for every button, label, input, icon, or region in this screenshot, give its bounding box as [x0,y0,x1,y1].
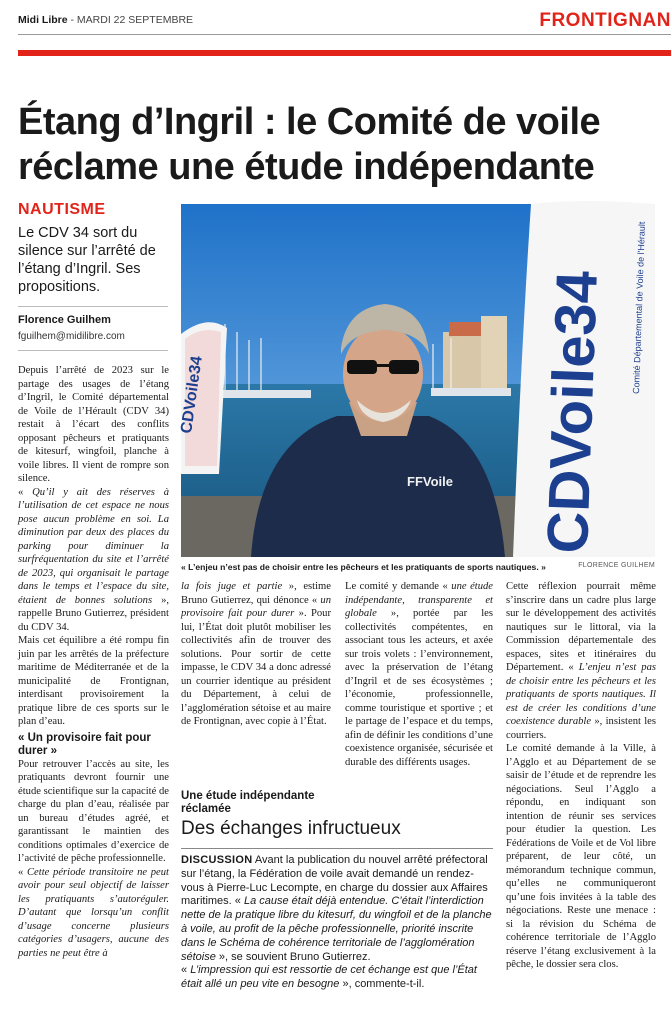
box-lead: DISCUSSION [181,854,253,866]
caption-text: « L’enjeu n’est pas de choisir entre les pêcheurs et les pratiquants de sports nautiques. » [181,562,546,572]
flag-right-text: CDVoile34 [535,269,610,555]
paragraph [506,580,656,742]
kicker: NAUTISME [18,201,106,218]
photo-credit: FLORENCE GUILHEM [578,562,655,569]
shirt-logo: FFVoile [407,474,453,489]
box-rule [181,848,493,849]
quote-attribution: », rappelle Bruno Gutierrez, président du CDV 34. [18,594,170,633]
issue-date: - MARDI 22 SEPTEMBRE [67,14,194,26]
paragraph: Le comité demande à la Ville, à l’Agglo et au Département de se saisir de l’étude et de reprendre les négociations. Seul l’Agglo a répondu, en indiquant son intention de réunir ses services pour étudier la question. Les Fédérations de Voile et de Vol libre préparent, de leur côté, un mémorandum technique commun, qu’elles ne communiqueront qu’une fois invitées à la table des négociations. Reste une menace : si la révision du Schéma de cohérence territoriale de l’Agglo réserve l’étang exclusivement à la pêche, le dossier sera clos. [506,743,656,970]
quote-text: L’enjeu n’est pas de choisir entre les pêcheurs et les pratiquants de sports nautiques. Il est de créer les conditions d’une coexistence durable [506,662,656,727]
text-run: Avant la publication du nouvel arrêté préfectoral sur l’étang, la Fédération de voile avait demandé un rendez-vous à Pierre-Luc Lecompte, en charge du dossier aux Affaires maritimes. « [181,854,488,908]
text-run: », portée par les collectivités compétentes, en associant tous les acteurs, et axée sur trois volets : l’environnement, avec la préservation de l’étang d’Ingril et de ses écosystèmes ; l’économie, professionnelle, comme touristique et sportive ; et le partage de l’espace et du temps, afin de définir les conditions d’une coexistence organisée, sécurisée et durable des différents usages. [345,608,493,768]
photo-caption [181,562,655,572]
column-3 [345,580,493,769]
subhead: Une étude indépendante réclamée [181,790,315,815]
quote-open: « [18,866,27,878]
quote-text: une étude indépendante, transparente et globale [345,581,494,619]
paragraph: Pour retrouver l’accès au site, les pratiquants devront fournir une étude scientifique sur la capacité de charge du plan d’eau, réalisée par un bureau d’études agréé, et garantissant le maintien des conditions optimales d’exercice de l’activité de pêche professionnelle. [18,758,169,864]
quote-text: Cette période transitoire ne peut avoir pour seul objectif de laisser les pratiquants s’autoréguler. D’autant que lorsqu’un conflit d’usage concerne plusieurs catégories d’usagers, aucune des parties ne peut être à [18,866,169,959]
red-rule [18,50,671,56]
standfirst: Le CDV 34 sort du silence sur l’arrêté de l’étang d’Ingril. Ses propositions. [18,225,156,295]
text-run: », estime Bruno Gutierrez, qui dénonce « [181,581,331,606]
text-run: », se souvient Bruno Gutierrez. [215,950,371,963]
paragraph: Mais cet équilibre a été rompu fin juin par les arrêtés de la préfecture maritime de Méditerranée et de la municipalité de Frontignan, interdisant provisoirement la pratique libre de ces sports sur le plan d’eau. [18,635,169,727]
flag-left-text: CDVoile34 [178,354,206,435]
quote-text: La cause était déjà entendue. C’était l’interdiction nette de la pratique libre du kitesurf, du wingfoil et de la planche à voile, au profit de la pêche professionnelle, priorité inscrite dans le Schéma de cohérence territoriale de l’agglomération sétoise [181,895,492,963]
author-email: fguilhem@midilibre.com [18,331,125,342]
text-run: », commente-t-il. [339,978,425,991]
quote-open: « [18,486,33,498]
paragraph: Depuis l’arrêté de 2023 sur le partage des usages de l’étang d’Ingril, le Comité départemental de Voile de l’Hérault (CDV 34) restait à l’écart des conflits opposant pêcheurs et pratiquants de kitesurf, wingfoil, planche à voile libres. Il vient de rompre son silence. [18,365,169,484]
paper-name: Midi Libre [18,14,68,26]
paragraph [18,866,169,961]
headline: Étang d’Ingril : le Comité de voile réclame une étude indépendante [18,101,601,188]
column-4 [506,580,656,972]
section-label: FRONTIGNAN [539,10,671,31]
column-2 [181,580,331,729]
author-name: Florence Guilhem [18,314,111,326]
masthead-bar [0,0,671,52]
quote-text: la fois juge et partie [181,581,283,592]
text-run: », insistent les courriers. [506,716,656,741]
article-photo [178,204,655,557]
paragraph [345,580,493,769]
masthead [18,14,193,26]
divider [18,306,168,307]
paragraph [181,580,331,729]
column-1 [18,364,169,960]
quote-text: un provisoire fait pour durer [181,594,331,619]
text-run: Le comité y demande « [345,581,452,592]
box-title: Des échanges infructueux [181,818,401,839]
paragraph [18,486,169,635]
text-run: ». Pour lui, l’État doit plutôt mobiliser les collectivités afin de trouver des solutions. Pour sortir de cette impasse, le CDV 34 a donc adressé un courrier identique au président du Département, à celui de l’agglomération sétoise et au maire de Frontignan, avec copie à l’État. [181,608,331,727]
quote-text: L’impression qui est ressortie de cet échange est que l’État était allé un peu vite en besogne [181,964,477,991]
subhead: « Un provisoire fait pour durer » [18,731,151,757]
exchange-box [181,854,493,992]
flag-right-small: Comité Départemental de Voile de l'Hérault [631,221,648,395]
top-rule [18,34,671,35]
divider [18,350,168,351]
quote-text: Qu’il y ait des réserves à l’utilisation de cet espace ne nous pose aucun problème en soi. La diminution par deux des places du parking pour diminuer la surfréquentation du site et l’arrêté de 2023, qui organisait le partage dans le temps et l’espace du site, étaient de bonnes solutions [18,486,169,606]
quote-open: « [181,964,191,977]
photo-illustration [178,204,655,557]
text-run: Cette réflexion pourrait même s’inscrire dans un cadre plus large sur le développement des activités nautiques sur le littoral, via la Commission départementale des espaces, sites et itinéraires du Département. « [506,581,656,673]
